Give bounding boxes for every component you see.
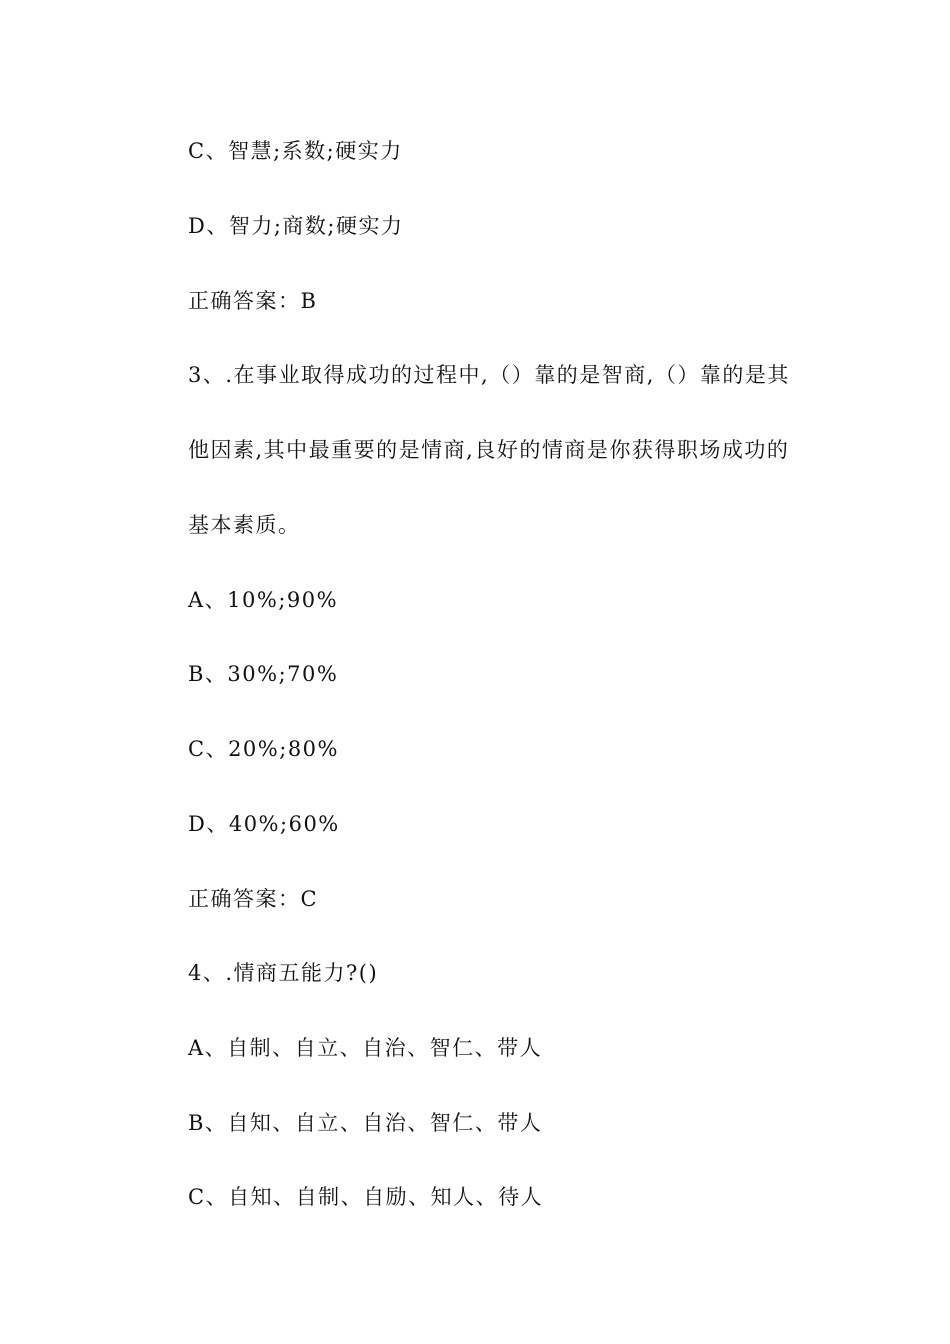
q2-answer: 正确答案：B	[188, 289, 318, 313]
q3-option-d: D、40%;60%	[188, 812, 340, 836]
q3-option-b: B、30%;70%	[188, 662, 339, 686]
q3-question-line-3: 基本素质。	[188, 513, 301, 537]
q4-option-a: A、自制、自立、自治、智仁、带人	[188, 1036, 543, 1060]
q3-question-line-2: 他因素,其中最重要的是情商,良好的情商是你获得职场成功的	[188, 438, 790, 462]
q3-answer: 正确答案：C	[188, 887, 319, 911]
q4-option-b: B、自知、自立、自治、智仁、带人	[188, 1111, 543, 1135]
q3-question-line-1: 3、.在事业取得成功的过程中,（）靠的是智商,（）靠的是其	[188, 363, 790, 387]
q2-option-d: D、智力;商数;硬实力	[188, 214, 404, 238]
q2-option-c: C、智慧;系数;硬实力	[188, 139, 403, 163]
q3-option-a: A、10%;90%	[188, 588, 339, 612]
q4-option-c: C、自知、自制、自励、知人、待人	[188, 1185, 544, 1209]
q4-question: 4、.情商五能力?()	[188, 961, 379, 985]
q3-option-c: C、20%;80%	[188, 737, 339, 761]
